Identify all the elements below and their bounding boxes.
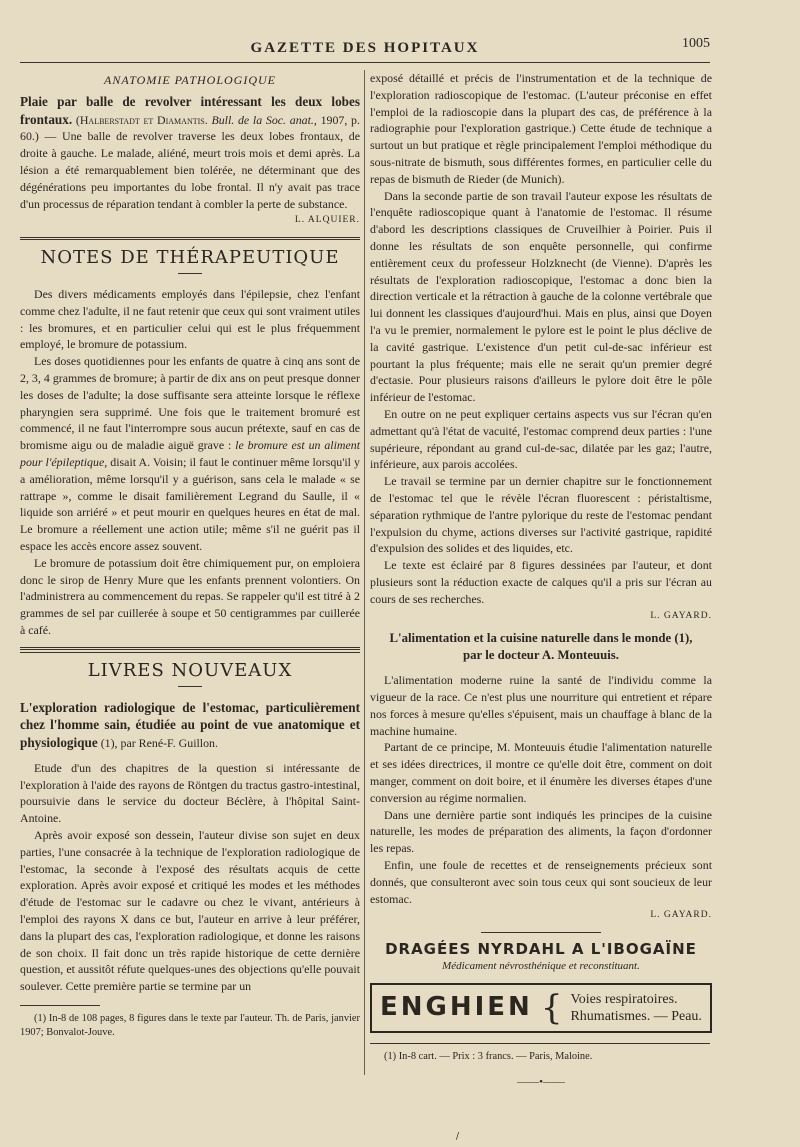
book2-paragraph-3: Dans une dernière partie sont indiqués les principes de la cuisine naturelle, les modes de préparation des aliments, la façon d'ordonner les repas. [370,807,712,856]
advert-line-1: Voies respiratoires. [570,991,678,1007]
book-title: L'exploration radiologique de l'estomac, particulièrement chez l'homme sain, étudiée au point de vue anatomique et physiologique [20,699,360,751]
signature-gayard-2: L. GAYARD. [650,910,712,921]
book-heading-1 [20,699,360,752]
advert-enghien [370,983,712,1033]
article-journal: Bull. de la Soc. anat., [211,112,317,127]
advert-enghien-lines [570,991,701,1025]
footnote-rule [20,1005,100,1006]
header-rule [20,62,710,63]
footnote-right: (1) In-8 cart. — Prix : 3 francs. — Paris, Maloine. [384,1050,593,1062]
book-title: L'alimentation et la cuisine naturelle dans le monde [389,631,672,646]
ornament-icon: ——•—— [517,1075,565,1088]
page-header [20,36,710,62]
book-paragraph-6: Le texte est éclairé par 8 figures dessinées par l'auteur, et dont plusieurs sont la réduction exacte de calques qu'il a pris sur l'écran au cours de ses recherches. [370,558,712,606]
book-paragraph-4: En outre on ne peut expliquer certains aspects vus sur l'écran qu'en admettant qu'à l'état de vacuité, l'estomac comprend deux parties : l'une supérieure, répondant au grand cul-de-sac, dilatée par les gaz; l'autre, inférieure, aux parois accolées. [370,406,712,472]
right-column [370,70,712,1091]
book-note-mark: (1), [674,631,693,646]
book-author: par le docteur A. Monteuuis. [463,648,619,663]
section-separator [20,647,360,650]
rubric-anatomie: ANATOMIE PATHOLOGIQUE [103,73,276,87]
article-title: Plaie par balle de revolver intéressant les deux lobes frontaux. [20,93,360,127]
book-heading-2 [370,630,712,664]
article-anatomie [20,93,360,213]
therapy-quote: le bromure est un aliment pour l'épileptique, [20,438,361,469]
advert-nyrdahl-title: DRAGÉES NYRDAHL A L'IBOGAÏNE [385,940,697,959]
title-underline [178,273,202,274]
left-column [20,70,360,1040]
running-title: GAZETTE DES HOPITAUX [250,40,480,56]
advert-nyrdahl-subtitle: Médicament névrosthénique et reconstituant. [442,960,640,973]
page-number: 1005 [682,36,710,51]
book-paragraph-2: Après avoir exposé son dessein, l'auteur divise son sujet en deux parties, l'une consacrée à la technique de l'exploration radiologique de l'estomac, la seconde à l'exposé des résultats acquis de cette exploration. Après avoir exposé et critiqué les modes et les méthodes d'étude de l'estomac sur le cadavre ou chez le vivant, antérieurs à l'emploi des rayons X dans ce but, l'auteur en arrive à leur préférer, dans la plupart des cas, l'exploration radiologique, et donne les raisons de son choix. Il fait donc un très rapide historique de cette dernière question, et aussitôt réfute quelques-unes des objections qu'elle pouvait soulever. Cette première partie se termine par un [20,828,360,994]
book-paragraph-5: Le travail se termine par un dernier chapitre sur le fonctionnement de l'estomac tel que le révèle l'écran fluorescent : péristaltisme, séparation rythmique de l'antre pylorique du reste de l'estomac pendant l'expulsion du chyme, actions diverses sur l'activité gastrique, rapidité d'expulsion des solides et des liquides, etc. [370,474,712,556]
section-separator [20,237,360,240]
article-authors: (Halberstadt et Diamantis. [75,112,208,127]
footnote-rule [370,1043,710,1044]
therapy-text: Les doses quotidiennes pour les enfants de quatre à cinq ans sont de 2, 3, 4 grammes de bromure; à partir de dix ans on peut presque donner les doses de l'adulte; la dose suffisante sera atteinte lorsque le réflexe pharyngien sera supprimé. Une fois que le traitement bromuré est commencé, il ne faut l'interrompre sous aucun prétexte, sauf en cas de bromisme aigu ou de maladie aiguë grave : [20,354,360,453]
therapy-paragraph-1: Des divers médicaments employés dans l'épilepsie, chez l'enfant comme chez l'adulte, il ne faut retenir que ceux qui sont vraiment utiles : les bromures, et en particulier celui qui est le plus fréquemment employé, le bromure de potassium. [20,286,360,352]
book2-paragraph-1: L'alimentation moderne ruine la santé de l'individu comme la vigueur de la race. Ce n'est plus une nourriture qui entretient et répare nos forces à mesure qu'elles s'épuisent, mais un chauffage à blanc de la machine humaine. [370,673,712,738]
ornament-icon: / [456,1132,460,1142]
advert-line-2: Rhumatismes. — Peau. [570,1008,702,1024]
article-ref-tail: 1907, p. 60.) — [20,112,360,144]
signature-gayard: L. GAYARD. [650,610,712,621]
therapy-paragraph-3: Le bromure de potassium doit être chimiquement pur, on emploiera donc le sirop de Henry Mure que les enfants prennent volontiers. On l'administrera au commencement du repas. Se rappeler qu'il est titré à 2 grammes de sel par cuillerée à soupe et 50 centigrammes par cuillerée à café. [20,555,360,637]
column-divider [364,70,365,1075]
therapy-paragraph-2 [20,353,360,555]
signature-alquier: L. ALQUIER. [294,215,360,226]
book-author: par René-F. Guillon. [120,736,218,751]
section-title-therapeutique: NOTES DE THÉRAPEUTIQUE [40,247,340,269]
title-underline [178,686,202,687]
therapy-text-cont: disait A. Voisin; il faut le continuer même lorsqu'il y a amélioration, même lorsqu'il y a guérison, sans cela le malade « se rattrape », comme le disait familièrement Legrand du Saulle, il « liquide son arriéré » et peut mourir en quelques heures en état de mal. Le bromure a réellement une action utile; même s'il ne guérit pas il espace les accès encore assez souvent. [20,454,360,553]
section-separator-thin [20,652,360,653]
section-title-livres: LIVRES NOUVEAUX [87,659,293,681]
book-paragraph-2-cont: exposé détaillé et précis de l'instrumentation et de la technique de l'exploration radioscopique de l'estomac. (L'auteur préconise en effet l'emploi de la radioscopie dans la plupart des cas, de préférence à la radiographie pour l'exploration gastrique.) Cette étude de technique a surtout un but pratique et règle principalement l'emploi méthodique du sous-nitrate de bismuth, sous différentes formes, en particulier celle du repas de bismuth de Rieder (de Munich). [370,71,712,186]
book-paragraph-1: Etude d'un des chapitres de la question si intéressante de l'exploration à l'aide des rayons de Röntgen du tractus gastro-intestinal, poursuivie dans le service du docteur Béclère, à l'hôpital Saint-Antoine. [20,760,360,826]
book2-paragraph-2: Partant de ce principe, M. Monteuuis étudie l'alimentation naturelle et ses idées directrices, il montre ce qu'elle doit être, comment on doit manger, comment on doit boire, et il énumère les diverses étapes d'une conversion au régime normalien. [370,740,712,805]
book-paragraph-3: Dans la seconde partie de son travail l'auteur expose les résultats de l'enquête radioscopique quant à l'anatomie de l'estomac. Il résume d'abord les descriptions classiques de Cruveilhier à Poirier. Puis il donne les résultats de son enquête personnelle, qui confirme entièrement ceux du professeur Holzknecht (de Vienne). D'après les résultats de l'exploration radioscopique, l'estomac a donc bien la direction verticale et la rétraction à gauche de la colonne vertébrale que lui donnent les classiques d'aujourd'hui. Mais en plus, ainsi que Doyen l'a vu le premier, normalement le pylore est le point le plus déclive de la cavité gastrique. L'existence d'un petit cul-de-sac inférieur est pourtant la plus fréquente; mais elle ne serait qu'un premier degré d'ectasie. Pour plusieurs raisons d'ailleurs le pylore doit être le pôle inférieur de l'estomac. [370,188,712,405]
brace-icon: { [540,987,563,1028]
article-body: Une balle de revolver traverse les deux lobes frontaux, de droite à gauche. Le malade, aliéné, meurt trois mois et demi après. La lésion a été remarquablement bien tolérée, ne déterminant que des dégénérations peu importantes du lobe frontal. Il n'y avait pas trace d'un processus de réparation tendant à combler la perte de substance. [20,129,360,211]
advert-enghien-brand: ENGHIEN [380,992,533,1023]
advert-rule [481,932,601,933]
book-note-mark: (1), [100,736,118,751]
footnote-left: (1) In-8 de 108 pages, 8 figures dans le texte par l'auteur. Th. de Paris, janvier 1907; Bonvalot-Jouve. [20,1013,360,1039]
book2-paragraph-4: Enfin, une foule de recettes et de renseignements précieux sont donnés, que consulteront avec soin tous ceux qui sont soucieux de leur estomac. [370,858,712,906]
